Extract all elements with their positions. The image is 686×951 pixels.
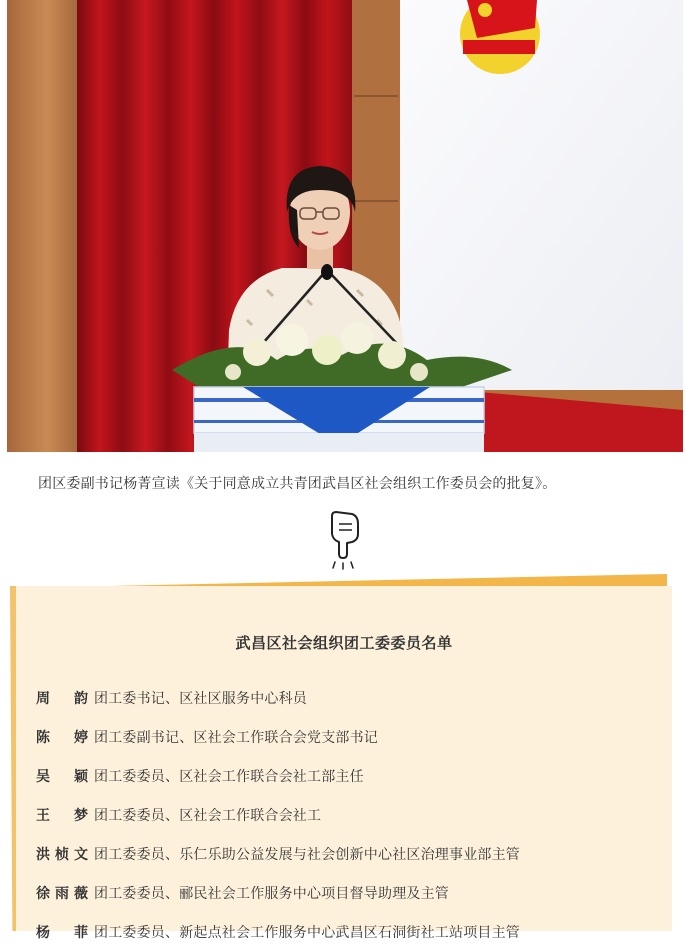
photo-caption: 团区委副书记杨菁宣读《关于同意成立共青团武昌区社会组织工作委员会的批复》。 [38, 476, 557, 492]
list-item [36, 873, 520, 912]
member-name: 陈 婷 [36, 729, 88, 746]
member-name: 吴 颖 [36, 768, 88, 785]
list-item [36, 795, 520, 834]
member-name: 王 梦 [36, 807, 88, 824]
pointing-hand-down-icon [322, 510, 366, 570]
member-name: 洪桢文 [36, 846, 88, 863]
list-item [36, 678, 520, 717]
roster-panel [16, 586, 672, 941]
member-role: 团工委书记、区社区服务中心科员 [94, 690, 307, 707]
event-photo [7, 0, 683, 452]
member-name: 杨 菲 [36, 924, 88, 941]
member-role: 团工委委员、区社会工作联合会社工部主任 [94, 768, 364, 785]
list-item [36, 756, 520, 795]
list-item [36, 834, 520, 873]
member-role: 团工委委员、乐仁乐助公益发展与社会创新中心社区治理事业部主管 [94, 846, 520, 863]
member-name: 周 韵 [36, 690, 88, 707]
committee-roster-card [10, 574, 674, 941]
list-item [36, 912, 520, 951]
roster-list [36, 678, 520, 951]
member-role: 团工委副书记、区社会工作联合会党支部书记 [94, 729, 378, 746]
list-item [36, 717, 520, 756]
member-role: 团工委委员、新起点社会工作服务中心武昌区石洞街社工站项目主管 [94, 924, 520, 941]
member-name: 徐雨薇 [36, 885, 88, 902]
member-role: 团工委委员、区社会工作联合会社工 [94, 807, 322, 824]
member-role: 团工委委员、郦民社会工作服务中心项目督导助理及主管 [94, 885, 449, 902]
roster-title: 武昌区社会组织团工委委员名单 [235, 634, 453, 652]
